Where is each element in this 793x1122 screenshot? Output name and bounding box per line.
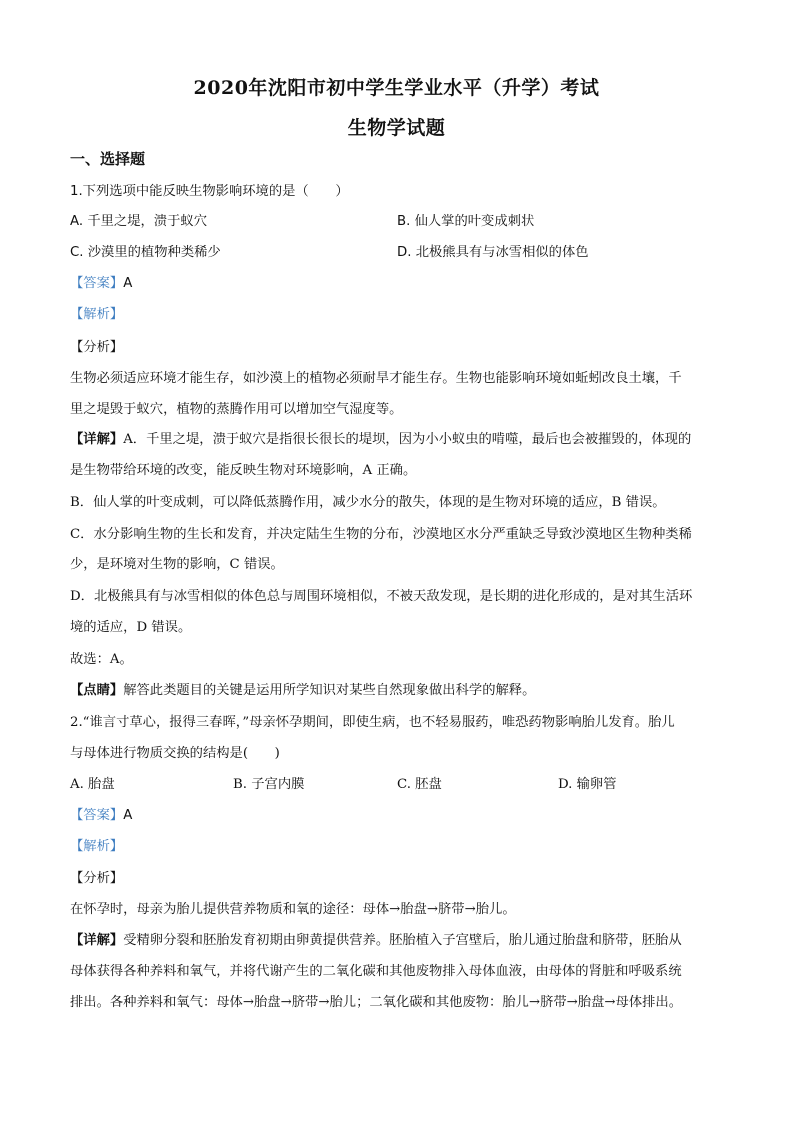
dianjing-label: 【点睛】 — [70, 683, 124, 698]
q1-xiangjie-line: C．水分影响生物的生长和发育，并决定陆生生物的分布，沙漠地区水分严重缺乏导致沙漠地区生物种类稀 — [70, 527, 692, 542]
q2-xiangjie-line: 排出。各种养料和氧气：母体→胎盘→脐带→胎儿；二氧化碳和其他废物：胎儿→脐带→胎盘→母体排出。 — [70, 995, 683, 1010]
q1-xiangjie-line: 是生物带给环境的改变，能反映生物对环境影响，A 正确。 — [70, 463, 417, 478]
q1-xiangjie-line: 少，是环境对生物的影响，C 错误。 — [70, 557, 284, 572]
q1-xiangjie-line: D．北极熊具有与冰雪相似的体色总与周围环境相似，不被天敌发现，是长期的进化形成的，是对其生活环 — [70, 589, 693, 604]
q1-conclusion: 故选：A。 — [70, 652, 133, 667]
q2-xiangjie-line: 母体获得各种养料和氧气，并将代谢产生的二氧化碳和其他废物排入母体血液，由母体的肾脏和呼吸系统 — [70, 964, 682, 979]
q2-option-d: D. 输卵管 — [558, 777, 617, 792]
q1-xiangjie-line: B．仙人掌的叶变成刺，可以降低蒸腾作用，减少水分的散失，体现的是生物对环境的适应，B 错误。 — [70, 495, 666, 510]
answer-label: 【答案】 — [70, 808, 124, 823]
q1-xiangjie-line: 【详解】A．千里之堤，溃于蚁穴是指很长很长的堤坝，因为小小蚁虫的啃噬，最后也会被摧毁的，体现的 — [70, 432, 692, 447]
q2-fenxi-label: 【分析】 — [70, 871, 124, 886]
answer-label: 【答案】 — [70, 276, 124, 291]
q2-fenxi: 在怀孕时，母亲为胎儿提供营养物质和氧的途径：母体→胎盘→脐带→胎儿。 — [70, 902, 516, 917]
q1-analysis-label: 【解析】 — [70, 307, 124, 322]
xiangjie-label: 【详解】 — [70, 933, 124, 948]
xiangjie-label: 【详解】 — [70, 432, 124, 447]
q2-option-a: A. 胎盘 — [70, 777, 115, 792]
q1-option-a: A. 千里之堤，溃于蚁穴 — [70, 214, 207, 229]
q1-xiangjie-line: 境的适应，D 错误。 — [70, 620, 192, 635]
q1-fenxi-line: 里之堤毁于蚁穴，植物的蒸腾作用可以增加空气湿度等。 — [70, 402, 403, 417]
exam-subtitle: 生物学试题 — [347, 117, 446, 139]
q1-answer — [70, 275, 730, 293]
q1-dianjing: 【点睛】解答此类题目的关键是运用所学知识对某些自然现象做出科学的解释。 — [70, 683, 536, 698]
q2-answer — [70, 807, 730, 825]
q1-fenxi-line: 生物必须适应环境才能生存，如沙漠上的植物必须耐旱才能生存。生物也能影响环境如蚯蚓改良土壤，千 — [70, 371, 682, 386]
q2-stem-line: 2.“谁言寸草心，报得三春晖，”母亲怀孕期间，即使生病，也不轻易服药，唯恐药物影响胎儿发育。胎儿 — [70, 715, 675, 730]
q2-analysis-label: 【解析】 — [70, 839, 124, 854]
q1-option-d: D. 北极熊具有与冰雪相似的体色 — [397, 245, 589, 260]
answer-value: A — [123, 808, 133, 823]
q2-option-c: C. 胚盘 — [397, 777, 442, 792]
q1-option-b: B. 仙人掌的叶变成刺状 — [397, 214, 535, 229]
q2-stem-line: 与母体进行物质交换的结构是( ) — [70, 746, 280, 761]
q2-option-b: B. 子宫内膜 — [233, 777, 305, 792]
section-heading: 一、选择题 — [70, 150, 146, 168]
q1-stem: 1.下列选项中能反映生物影响环境的是（ ） — [70, 184, 349, 199]
exam-title: 2020年沈阳市初中学生学业水平（升学）考试 — [193, 77, 600, 99]
q1-option-c: C. 沙漠里的植物种类稀少 — [70, 245, 221, 260]
q2-xiangjie-line: 【详解】受精卵分裂和胚胎发育初期由卵黄提供营养。胚胎植入子宫壁后，胎儿通过胎盘和脐带，胚胎从 — [70, 933, 682, 948]
answer-value: A — [123, 276, 133, 291]
q1-fenxi-label: 【分析】 — [70, 340, 124, 355]
